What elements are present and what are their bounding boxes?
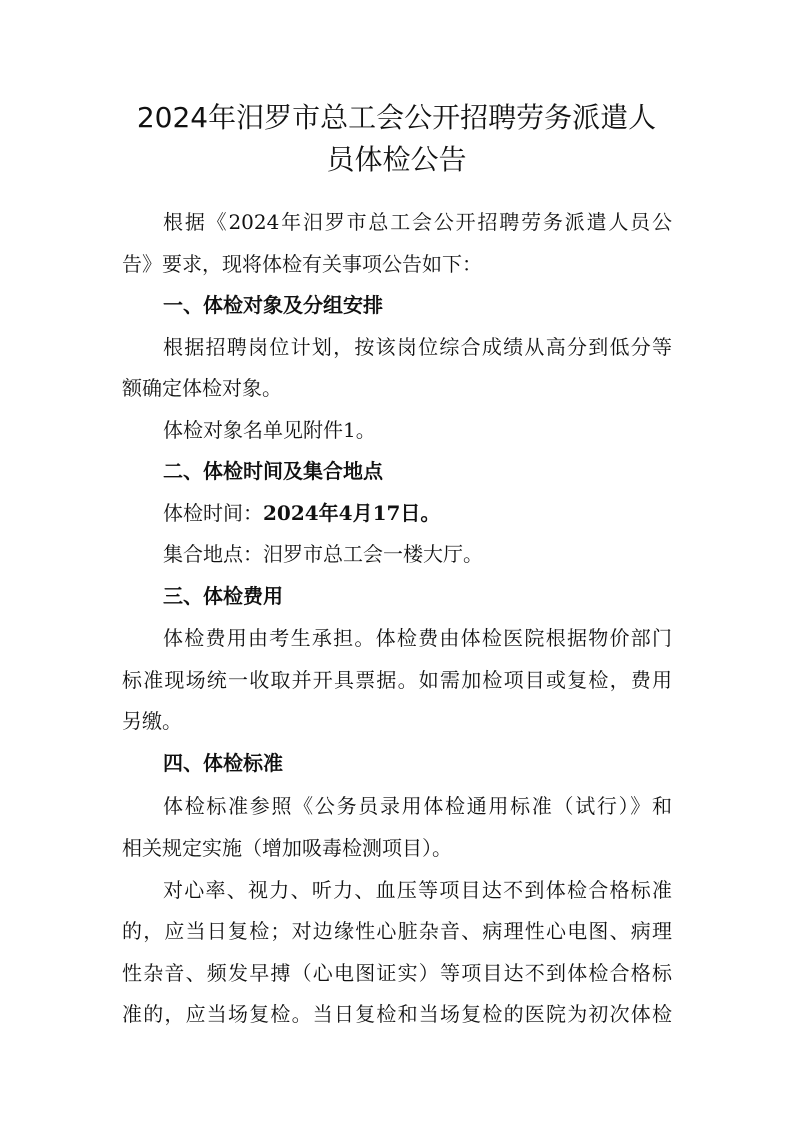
section-1-paragraph-1-line-1: 根据招聘岗位计划，按该岗位综合成绩从高分到低分等 <box>163 335 672 359</box>
section-3-line-3: 另缴。 <box>122 709 182 733</box>
section-4-paragraph-2-line-4: 准的，应当场复检。当日复检和当场复检的医院为初次体检 <box>122 1002 672 1026</box>
section-1-paragraph-1-line-2: 额确定体检对象。 <box>122 376 282 400</box>
section-4-paragraph-2-line-2: 的，应当日复检；对边缘性心脏杂音、病理性心电图、病理 <box>122 919 672 943</box>
section-4-paragraph-1-line-2: 相关规定实施（增加吸毒检测项目）。 <box>122 836 452 860</box>
section-3-line-2: 标准现场统一收取并开具票据。如需加检项目或复检，费用 <box>122 668 672 692</box>
section-3-heading: 三、体检费用 <box>163 584 283 608</box>
section-1-paragraph-2: 体检对象名单见附件1。 <box>163 418 376 442</box>
exam-time-line <box>163 499 440 527</box>
exam-time-label: 体检时间： <box>163 501 263 525</box>
section-4-paragraph-2-line-3: 性杂音、频发早搏（心电图证实）等项目达不到体检合格标 <box>122 961 672 985</box>
document-title-line-2: 员体检公告 <box>326 143 467 176</box>
exam-time-value: 2024年4月17日。 <box>263 501 441 525</box>
intro-line-1: 根据《2024年汨罗市总工会公开招聘劳务派遣人员公 <box>163 210 672 234</box>
section-1-heading: 一、体检对象及分组安排 <box>163 293 383 317</box>
section-3-line-1: 体检费用由考生承担。体检费由体检医院根据物价部门 <box>163 626 672 650</box>
section-2-heading: 二、体检时间及集合地点 <box>163 459 383 483</box>
document-title-line-1: 2024年汨罗市总工会公开招聘劳务派遣人 <box>136 101 657 134</box>
assembly-place: 集合地点：汨罗市总工会一楼大厅。 <box>163 542 483 566</box>
section-4-paragraph-1-line-1: 体检标准参照《公务员录用体检通用标准（试行）》和 <box>163 794 672 818</box>
section-4-paragraph-2-line-1: 对心率、视力、听力、血压等项目达不到体检合格标准 <box>163 878 672 902</box>
section-4-heading: 四、体检标准 <box>163 751 283 775</box>
intro-line-2: 告》要求，现将体检有关事项公告如下： <box>122 252 482 276</box>
